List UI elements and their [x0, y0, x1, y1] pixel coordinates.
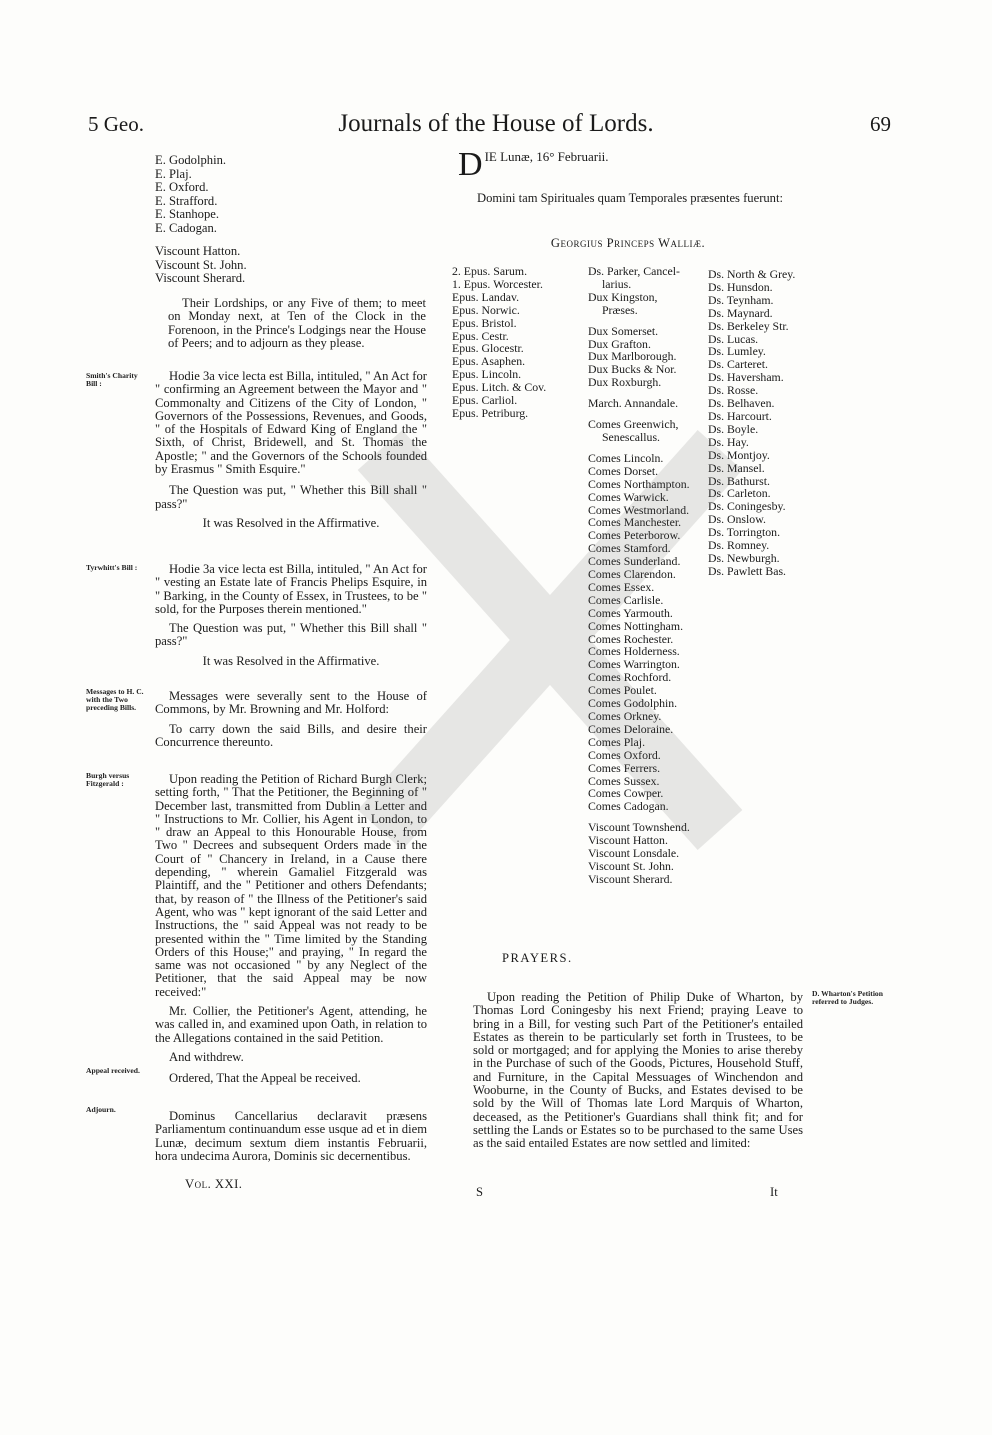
- list-item: Viscount Lonsdale.: [588, 846, 680, 861]
- margin-note-smith: Smith's Charity Bill :: [86, 371, 138, 389]
- bishops-list: [452, 265, 546, 420]
- list-item: Ds. Mansel.: [708, 460, 765, 475]
- list-item: Ds. Parker, Cancel-: [588, 264, 680, 278]
- list-item: Præses.: [602, 302, 638, 317]
- list-item: Ds. Carleton.: [708, 486, 771, 501]
- list-item: Epus. Landav.: [452, 289, 520, 304]
- list-item: Comes Northampton.: [588, 476, 690, 491]
- list-item: Comes Holderness.: [588, 644, 680, 659]
- list-item: Comes Orkney.: [588, 709, 662, 723]
- list-item: Epus. Litch. & Cov.: [452, 380, 547, 395]
- volume-label: Vol. XXI.: [185, 1177, 243, 1191]
- list-item: Ds. North & Grey.: [708, 267, 796, 281]
- list-item: larius.: [602, 276, 632, 291]
- messages-section: [155, 690, 427, 755]
- appeal-order: Ordered, That the Appeal be received.: [169, 1071, 361, 1085]
- presentes-heading: Domini tam Spirituales quam Temporales præsentes fuerunt:: [477, 191, 783, 205]
- list-item: Epus. Asaphen.: [452, 354, 526, 369]
- list-item: Ds. Lumley.: [708, 344, 766, 359]
- left-viscounts-list: [155, 245, 247, 286]
- margin-note-wharton: D. Wharton's Petition referred to Judges.: [812, 989, 883, 1007]
- list-item: Ds. Harcourt.: [708, 408, 772, 423]
- list-item: Epus. Glocestr.: [452, 341, 524, 356]
- tyrwhitt-question: The Question was put, " Whether this Bill shall " pass?": [155, 621, 427, 649]
- list-item: Ds. Onslow.: [708, 512, 766, 527]
- smith-question: The Question was put, " Whether this Bill shall " pass?": [155, 483, 427, 511]
- list-item: Comes Greenwich,: [588, 417, 679, 432]
- list-item: Comes Clarendon.: [588, 567, 676, 582]
- list-item: Comes Yarmouth.: [588, 605, 673, 620]
- list-item: Comes Oxford.: [588, 747, 661, 762]
- list-item: E. Stanhope.: [155, 207, 220, 222]
- tyrwhitt-resolved: It was Resolved in the Affirmative.: [202, 653, 380, 668]
- burgh-collier: Mr. Collier, the Petitioner's Agent, attending, he was called in, and examined upon Oath, in relation to the Allegations contained in the said Petition.: [155, 1004, 427, 1045]
- smith-resolved: It was Resolved in the Affirmative.: [202, 515, 380, 530]
- list-item: Dux Roxburgh.: [588, 375, 662, 390]
- list-item: Ds. Rosse.: [708, 383, 759, 398]
- list-item: Ds. Maynard.: [708, 305, 773, 320]
- list-item: Comes Plaj.: [588, 734, 646, 749]
- committee-paragraph: Their Lordships, or any Five of them; to meet on Monday next, at Ten of the Clock in the Forenoon, in the Prince's Lodgings near the House of Peers; and to adjourn as they please.: [168, 296, 426, 350]
- list-item: Comes Poulet.: [588, 683, 657, 698]
- burgh-section: [155, 773, 427, 1070]
- list-item: Comes Warwick.: [588, 489, 669, 504]
- list-item: Ds. Coningesby.: [708, 499, 786, 514]
- list-item: Dux Bucks & Nor.: [588, 362, 677, 377]
- list-item: Ds. Hay.: [708, 434, 749, 449]
- tyrwhitt-bill-section: [155, 563, 427, 674]
- catchword-it: It: [770, 1185, 778, 1199]
- list-item: Epus. Cestr.: [452, 328, 509, 343]
- list-item: E. Strafford.: [155, 193, 218, 208]
- list-item: Comes Peterborow.: [588, 528, 681, 543]
- list-item: Viscount Sherard.: [588, 871, 673, 886]
- list-item: Epus. Lincoln.: [452, 367, 522, 382]
- list-item: Viscount Hatton.: [588, 833, 668, 848]
- list-item: Comes Essex.: [588, 579, 655, 594]
- list-item: Ds. Haversham.: [708, 370, 784, 385]
- list-item: Comes Nottingham.: [588, 618, 684, 633]
- page-number: 69: [870, 112, 891, 136]
- list-item: Comes Manchester.: [588, 515, 682, 530]
- list-item: Comes Sunderland.: [588, 554, 681, 569]
- list-item: Ds. Carteret.: [708, 357, 768, 372]
- list-item: Dux Somerset.: [588, 323, 659, 338]
- list-item: Comes Carlisle.: [588, 592, 664, 607]
- list-item: Comes Warrington.: [588, 657, 680, 672]
- list-item: Senescallus.: [602, 429, 660, 444]
- list-item: E. Cadogan.: [155, 220, 217, 235]
- list-item: March. Annandale.: [588, 396, 679, 411]
- list-item: Comes Godolphin.: [588, 696, 678, 711]
- list-item: E. Oxford.: [155, 180, 209, 195]
- list-item: Ds. Boyle.: [708, 421, 759, 436]
- adjourn-text: Dominus Cancellarius declaravit præsens Parliamentum continuandum esse usque ad et in diem Lunæ, decimum sextum diem instantis Februarii, hora undecima Aurora, Dominis sic decernentibus.: [155, 1109, 427, 1163]
- list-item: Viscount St. John.: [155, 257, 247, 272]
- list-item: Dux Grafton.: [588, 336, 651, 351]
- prayers-heading: PRAYERS.: [502, 951, 573, 965]
- burgh-petition: Upon reading the Petition of Richard Burgh Clerk; setting forth, " That the Petitioner, the Beginning of " December last, transmitted from Dublin a Letter and " Instructions to Mr. Collier, his Agent in London, to " draw an Appeal to this Honourable House, from Two " Decrees and subsequent Orders made in the Court of " Chancery in Ireland, in a Cause there depending, " wherein Gamaliel Fitzgerald was Plaintiff, and the " Petitioner and others Defendants; that, by reason of " the Illness of the Petitioner's said Agent, who was " kept ignorant of the said Letter and Instructions, the " said Appeal was not ready to be presented within the " Time limited by the Standing Orders of this House;" and praying, " In regard the same was not occasioned " by any Neglect of the Petitioner, that the said Appeal may be now received:": [155, 772, 427, 999]
- list-item: 1. Epus. Worcester.: [452, 276, 543, 291]
- messages-text: Messages were severally sent to the House of Commons, by Mr. Browning and Mr. Holford:: [155, 689, 427, 717]
- list-item: Comes Deloraine.: [588, 721, 674, 736]
- journal-title: Journals of the House of Lords.: [338, 110, 654, 137]
- list-item: Epus. Norwic.: [452, 302, 520, 317]
- list-item: Dux Marlborough.: [588, 349, 677, 364]
- list-item: Ds. Torrington.: [708, 525, 781, 540]
- barons-list: [708, 268, 795, 578]
- wharton-petition: Upon reading the Petition of Philip Duke of Wharton, by Thomas Lord Coningesby his next Friend; praying Leave to bring in a Bill, for vesting such Part of the Petitioner's entailed Estates as therein to be particularly set forth in Trustees, to be sold or mortgaged; and for applying the Monies to arise thereby in the Purchase of such of the Goods, Pictures, Household Stuff, and Furniture, in the Capital Messuages of Winchendon and Wooburne, in the County of Bucks, and Estates devised to be sold by the Will of Thomas late Lord Marquis of Wharton, deceased, as the Petitioner's Guardians shall think fit; and for settling the Lands or Estates so to be purchased to the same Uses as the said entailed Estates are now settled and limited:: [473, 990, 803, 1151]
- list-item: Comes Rochester.: [588, 631, 674, 646]
- list-item: Comes Westmorland.: [588, 502, 690, 517]
- list-item: Comes Ferrers.: [588, 760, 661, 775]
- list-item: Ds. Newburgh.: [708, 550, 780, 565]
- list-item: Ds. Bathurst.: [708, 473, 770, 488]
- temporal-lords-list: [588, 265, 690, 886]
- list-item: Viscount Townshend.: [588, 820, 690, 835]
- list-item: Comes Dorset.: [588, 463, 659, 478]
- list-item: Comes Stamford.: [588, 541, 671, 556]
- list-item: Epus. Bristol.: [452, 315, 517, 330]
- list-item: Dux Kingston,: [588, 289, 658, 304]
- list-item: Ds. Teynham.: [708, 292, 774, 307]
- list-item: Comes Cadogan.: [588, 799, 669, 814]
- drop-cap: D: [458, 146, 483, 183]
- list-item: E. Godolphin.: [155, 153, 227, 167]
- list-item: Viscount Hatton.: [155, 244, 241, 258]
- list-item: Comes Lincoln.: [588, 450, 664, 465]
- date-text: IE Lunæ, 16° Februarii.: [484, 149, 609, 164]
- sitting-date: [458, 146, 788, 183]
- list-item: Ds. Pawlett Bas.: [708, 563, 786, 578]
- smith-bill-section: [155, 370, 427, 536]
- list-item: Ds. Montjoy.: [708, 447, 770, 462]
- list-item: 2. Epus. Sarum.: [452, 264, 528, 278]
- smith-reading: Hodie 3a vice lecta est Billa, intituled, " An Act for " confirming an Agreement between the Mayor and " Commonalty and Citizens of the City of London, " Governors of the Possessions, Revenues, and Goods, " of the Hospitals of Edward King of England the " Sixth, of Christ, Bridewell, and St. Thomas the Apostle; " and the Governors of the Schools founded by Erasmus " Smith Esquire.": [155, 369, 427, 477]
- list-item: Ds. Romney.: [708, 538, 770, 553]
- left-earls-list: [155, 154, 226, 236]
- list-item: Comes Rochford.: [588, 670, 672, 685]
- list-item: Ds. Hunsdon.: [708, 279, 773, 294]
- list-item: Viscount St. John.: [588, 858, 674, 873]
- margin-note-appeal: Appeal received.: [86, 1066, 140, 1075]
- burgh-withdrew: And withdrew.: [169, 1049, 244, 1064]
- prince-name: Georgius Princeps Walliæ.: [550, 236, 706, 250]
- list-item: Comes Sussex.: [588, 773, 660, 788]
- margin-note-adjourn: Adjourn.: [86, 1105, 116, 1114]
- list-item: Epus. Carliol.: [452, 393, 518, 408]
- messages-text-2: To carry down the said Bills, and desire their Concurrence thereunto.: [155, 721, 427, 749]
- list-item: E. Plaj.: [155, 166, 192, 181]
- list-item: Ds. Lucas.: [708, 331, 759, 346]
- margin-note-messages: Messages to H. C. with the Two preceding Bills.: [86, 687, 144, 713]
- list-item: Comes Cowper.: [588, 786, 664, 801]
- list-item: Viscount Sherard.: [155, 271, 246, 286]
- list-item: Ds. Belhaven.: [708, 396, 775, 411]
- list-item: Epus. Petriburg.: [452, 405, 529, 420]
- catchword-s: S: [476, 1185, 484, 1199]
- page-left-header: 5 Geo.: [88, 112, 144, 136]
- margin-note-tyrwhitt: Tyrwhitt's Bill :: [86, 563, 138, 572]
- tyrwhitt-reading: Hodie 3a vice lecta est Billa, intituled, " An Act for " vesting an Estate late of Francis Phelips Esquire, in " Barking, in the County of Essex, in Trustees, to be " sold, for the Purposes therein mentioned.": [155, 562, 427, 616]
- margin-note-burgh: Burgh versus Fitzgerald :: [86, 771, 130, 789]
- list-item: Ds. Berkeley Str.: [708, 318, 789, 333]
